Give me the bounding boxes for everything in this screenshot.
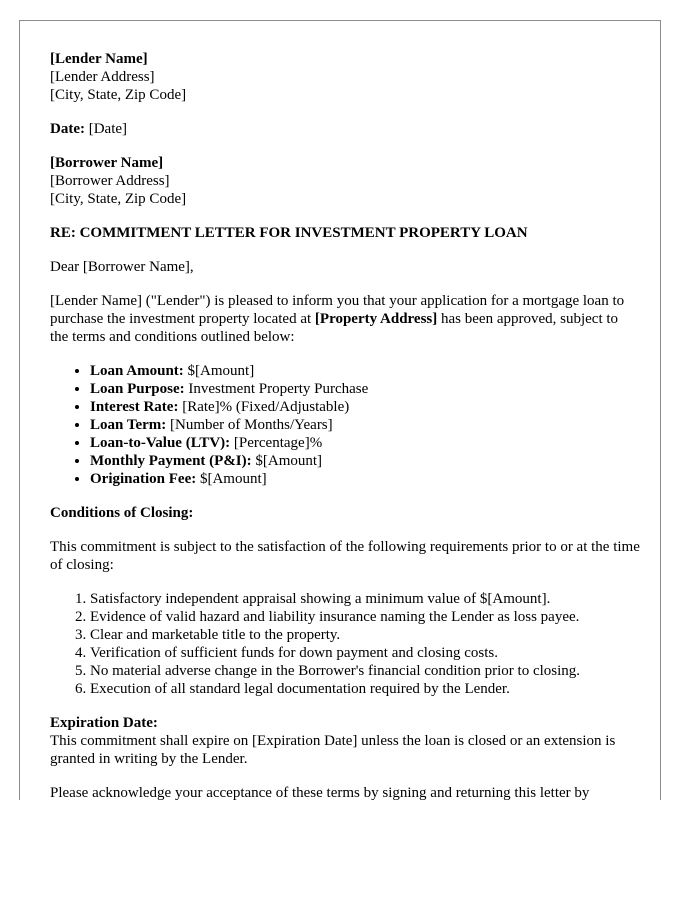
term-label: Loan-to-Value (LTV):	[90, 435, 231, 451]
intro-after: has been approved, subject to the terms and conditions outlined below:	[50, 311, 619, 345]
term-origination-fee	[90, 470, 640, 488]
term-value: [Number of Months/Years]	[166, 417, 333, 433]
term-loan-term	[90, 416, 640, 434]
condition-item: 6. Execution of all standard legal documentation required by the Lender.	[90, 680, 640, 698]
term-label: Loan Term:	[90, 417, 167, 433]
term-label: Loan Purpose:	[90, 381, 185, 397]
term-ltv	[90, 434, 640, 452]
conditions-intro: This commitment is subject to the satisfaction of the following requirements prior to or at the time of closing:	[50, 539, 640, 573]
borrower-address: [Borrower Address]	[50, 173, 170, 189]
letter-body	[50, 50, 640, 800]
conditions-heading: Conditions of Closing:	[50, 505, 194, 521]
term-label: Origination Fee:	[90, 471, 197, 487]
property-address: [Property Address]	[314, 311, 438, 327]
intro-before: [Lender Name] ("Lender") is pleased to inform you that your application for a mortgage loan to purchase the investment property located at	[50, 293, 625, 327]
expiration-section	[50, 714, 640, 768]
lender-block	[50, 50, 640, 104]
term-label: Monthly Payment (P&I):	[90, 453, 252, 469]
condition-item: 3. Clear and marketable title to the property.	[90, 626, 640, 644]
condition-item: 1. Satisfactory independent appraisal showing a minimum value of $[Amount].	[90, 590, 640, 608]
salutation: Dear [Borrower Name],	[50, 259, 194, 275]
closing-paragraph: Please acknowledge your acceptance of these terms by signing and returning this letter by	[50, 785, 590, 800]
date-value: [Date]	[84, 121, 128, 137]
term-value: $[Amount]	[251, 453, 323, 469]
borrower-block	[50, 154, 640, 208]
expiration-text: This commitment shall expire on [Expiration Date] unless the loan is closed or an extension is granted in writing by the Lender.	[50, 733, 616, 767]
term-value: $[Amount]	[183, 363, 255, 379]
intro-paragraph	[50, 292, 640, 346]
lender-address: [Lender Address]	[50, 69, 155, 85]
term-value: Investment Property Purchase	[184, 381, 369, 397]
borrower-city-state-zip: [City, State, Zip Code]	[50, 191, 187, 207]
term-value: [Rate]% (Fixed/Adjustable)	[178, 399, 350, 415]
lender-city-state-zip: [City, State, Zip Code]	[50, 87, 187, 103]
conditions-list	[50, 590, 640, 698]
borrower-name: [Borrower Name]	[50, 155, 164, 171]
loan-terms-list	[50, 362, 640, 488]
subject-line: RE: COMMITMENT LETTER FOR INVESTMENT PROPERTY LOAN	[50, 225, 528, 241]
term-value: $[Amount]	[196, 471, 267, 487]
term-label: Loan Amount:	[90, 363, 184, 379]
term-interest-rate	[90, 398, 640, 416]
term-loan-amount	[90, 362, 640, 380]
lender-name: [Lender Name]	[50, 51, 148, 67]
date-line	[50, 120, 640, 138]
letter-page	[19, 20, 661, 800]
term-loan-purpose	[90, 380, 640, 398]
date-label: Date:	[50, 121, 85, 137]
expiration-heading: Expiration Date:	[50, 715, 158, 731]
term-monthly-payment	[90, 452, 640, 470]
condition-item: 5. No material adverse change in the Borrower's financial condition prior to closing.	[90, 662, 640, 680]
term-label: Interest Rate:	[90, 399, 179, 415]
condition-item: 2. Evidence of valid hazard and liability insurance naming the Lender as loss payee.	[90, 608, 640, 626]
condition-item: 4. Verification of sufficient funds for down payment and closing costs.	[90, 644, 640, 662]
term-value: [Percentage]%	[230, 435, 323, 451]
